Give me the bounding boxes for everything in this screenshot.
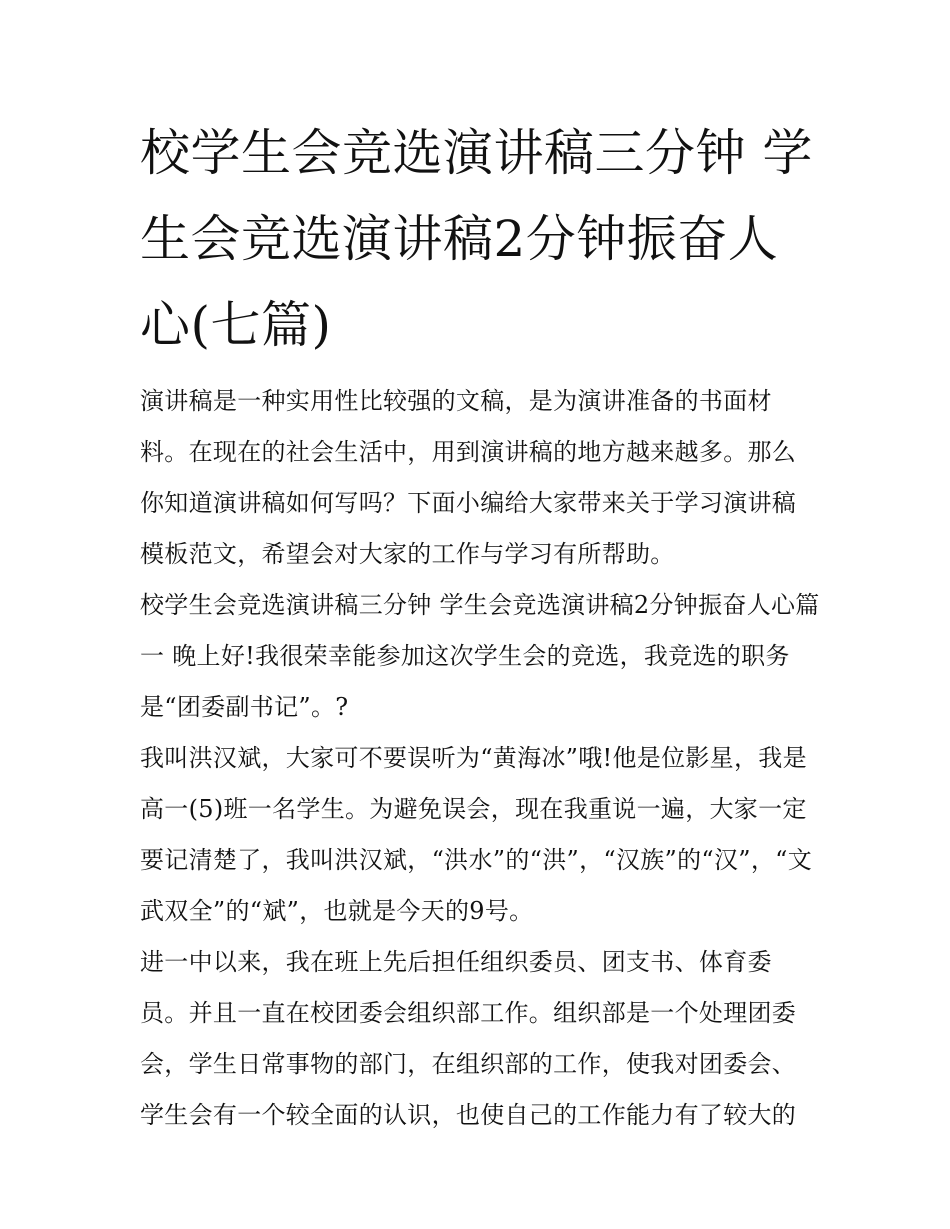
paragraph-speech-opening: 校学生会竞选演讲稿三分钟 学生会竞选演讲稿2分钟振奋人心篇一 晚上好!我很荣幸能参加这次学生会的竞选，我竞选的职务是“团委副书记”。? — [140, 591, 820, 721]
document-page — [140, 110, 820, 1141]
paragraph-intro: 演讲稿是一种实用性比较强的文稿，是为演讲准备的书面材料。在现在的社会生活中，用到演讲稿的地方越来越多。那么你知道演讲稿如何写吗？下面小编给大家带来关于学习演讲稿模板范文，希望会对大家的工作与学习有所帮助。 — [140, 387, 797, 568]
paragraph-self-introduction: 我叫洪汉斌，大家可不要误听为“黄海冰”哦!他是位影星，我是高一(5)班一名学生。为避免误会，现在我重说一遍，大家一定要记清楚了，我叫洪汉斌，“洪水”的“洪”，“汉族”的“汉”，“文武双全”的“斌”，也就是今天的9号。 — [140, 744, 813, 925]
document-title: 校学生会竞选演讲稿三分钟 学生会竞选演讲稿2分钟振奋人心(七篇) — [140, 124, 813, 354]
paragraph-experience: 进一中以来，我在班上先后担任组织委员、团支书、体育委员。并且一直在校团委会组织部工作。组织部是一个处理团委会，学生日常事物的部门，在组织部的工作，使我对团委会、学生会有一个较全面的认识，也使自己的工作能力有了较大的 — [140, 948, 797, 1129]
document-body — [140, 376, 820, 1141]
